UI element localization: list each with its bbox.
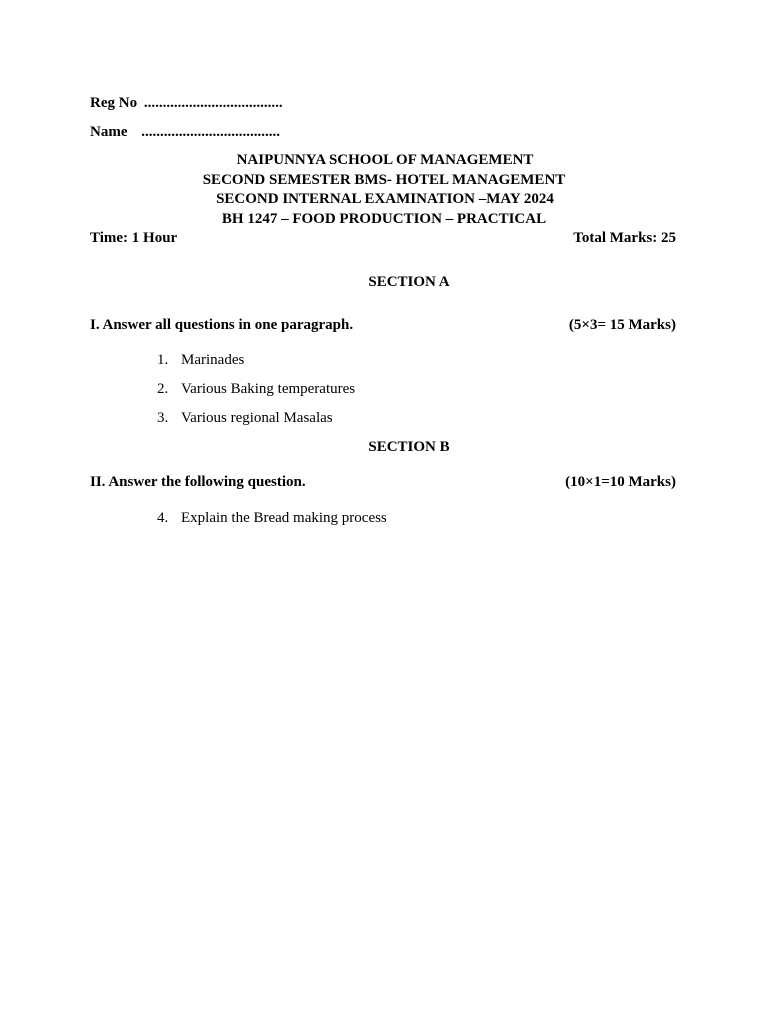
exam-meta-row — [90, 229, 676, 247]
question-number: 4. — [157, 510, 169, 526]
section-a-marks: (5×3= 15 Marks) — [568, 317, 676, 333]
question-item — [157, 380, 355, 398]
time-allowed: Time: 1 Hour — [90, 230, 178, 246]
semester-title: SECOND SEMESTER BMS- HOTEL MANAGEMENT — [202, 171, 566, 188]
reg-no-line — [90, 94, 283, 112]
section-b-marks: (10×1=10 Marks) — [565, 474, 676, 490]
question-text: Marinades — [181, 352, 245, 368]
question-number: 3. — [157, 410, 169, 426]
name-label: Name — [90, 124, 128, 140]
question-text: Explain the Bread making process — [181, 510, 387, 526]
total-marks: Total Marks: 25 — [573, 230, 676, 246]
title-block — [0, 151, 768, 229]
section-a-heading: SECTION A — [368, 274, 450, 290]
section-a-instruction-row — [90, 316, 676, 334]
question-item — [157, 509, 387, 527]
question-item — [157, 409, 333, 427]
exam-title: SECOND INTERNAL EXAMINATION –MAY 2024 — [216, 191, 554, 207]
section-b-instruction: II. Answer the following question. — [90, 474, 306, 490]
question-number: 2. — [157, 381, 169, 397]
institution-name: NAIPUNNYA SCHOOL OF MANAGEMENT — [236, 152, 534, 168]
name-line — [90, 123, 280, 141]
course-title: BH 1247 – FOOD PRODUCTION – PRACTICAL — [221, 210, 547, 227]
section-b-heading: SECTION B — [368, 439, 450, 455]
question-text: Various Baking temperatures — [181, 381, 356, 397]
question-item — [157, 351, 244, 369]
question-text: Various regional Masalas — [181, 410, 333, 426]
question-number: 1. — [157, 352, 169, 368]
reg-no-label: Reg No — [90, 95, 138, 111]
name-field: ..................................... — [141, 124, 280, 140]
reg-no-field: ..................................... — [143, 95, 283, 111]
section-a-instruction: I. Answer all questions in one paragraph. — [90, 317, 354, 333]
section-b-instruction-row — [90, 473, 676, 491]
